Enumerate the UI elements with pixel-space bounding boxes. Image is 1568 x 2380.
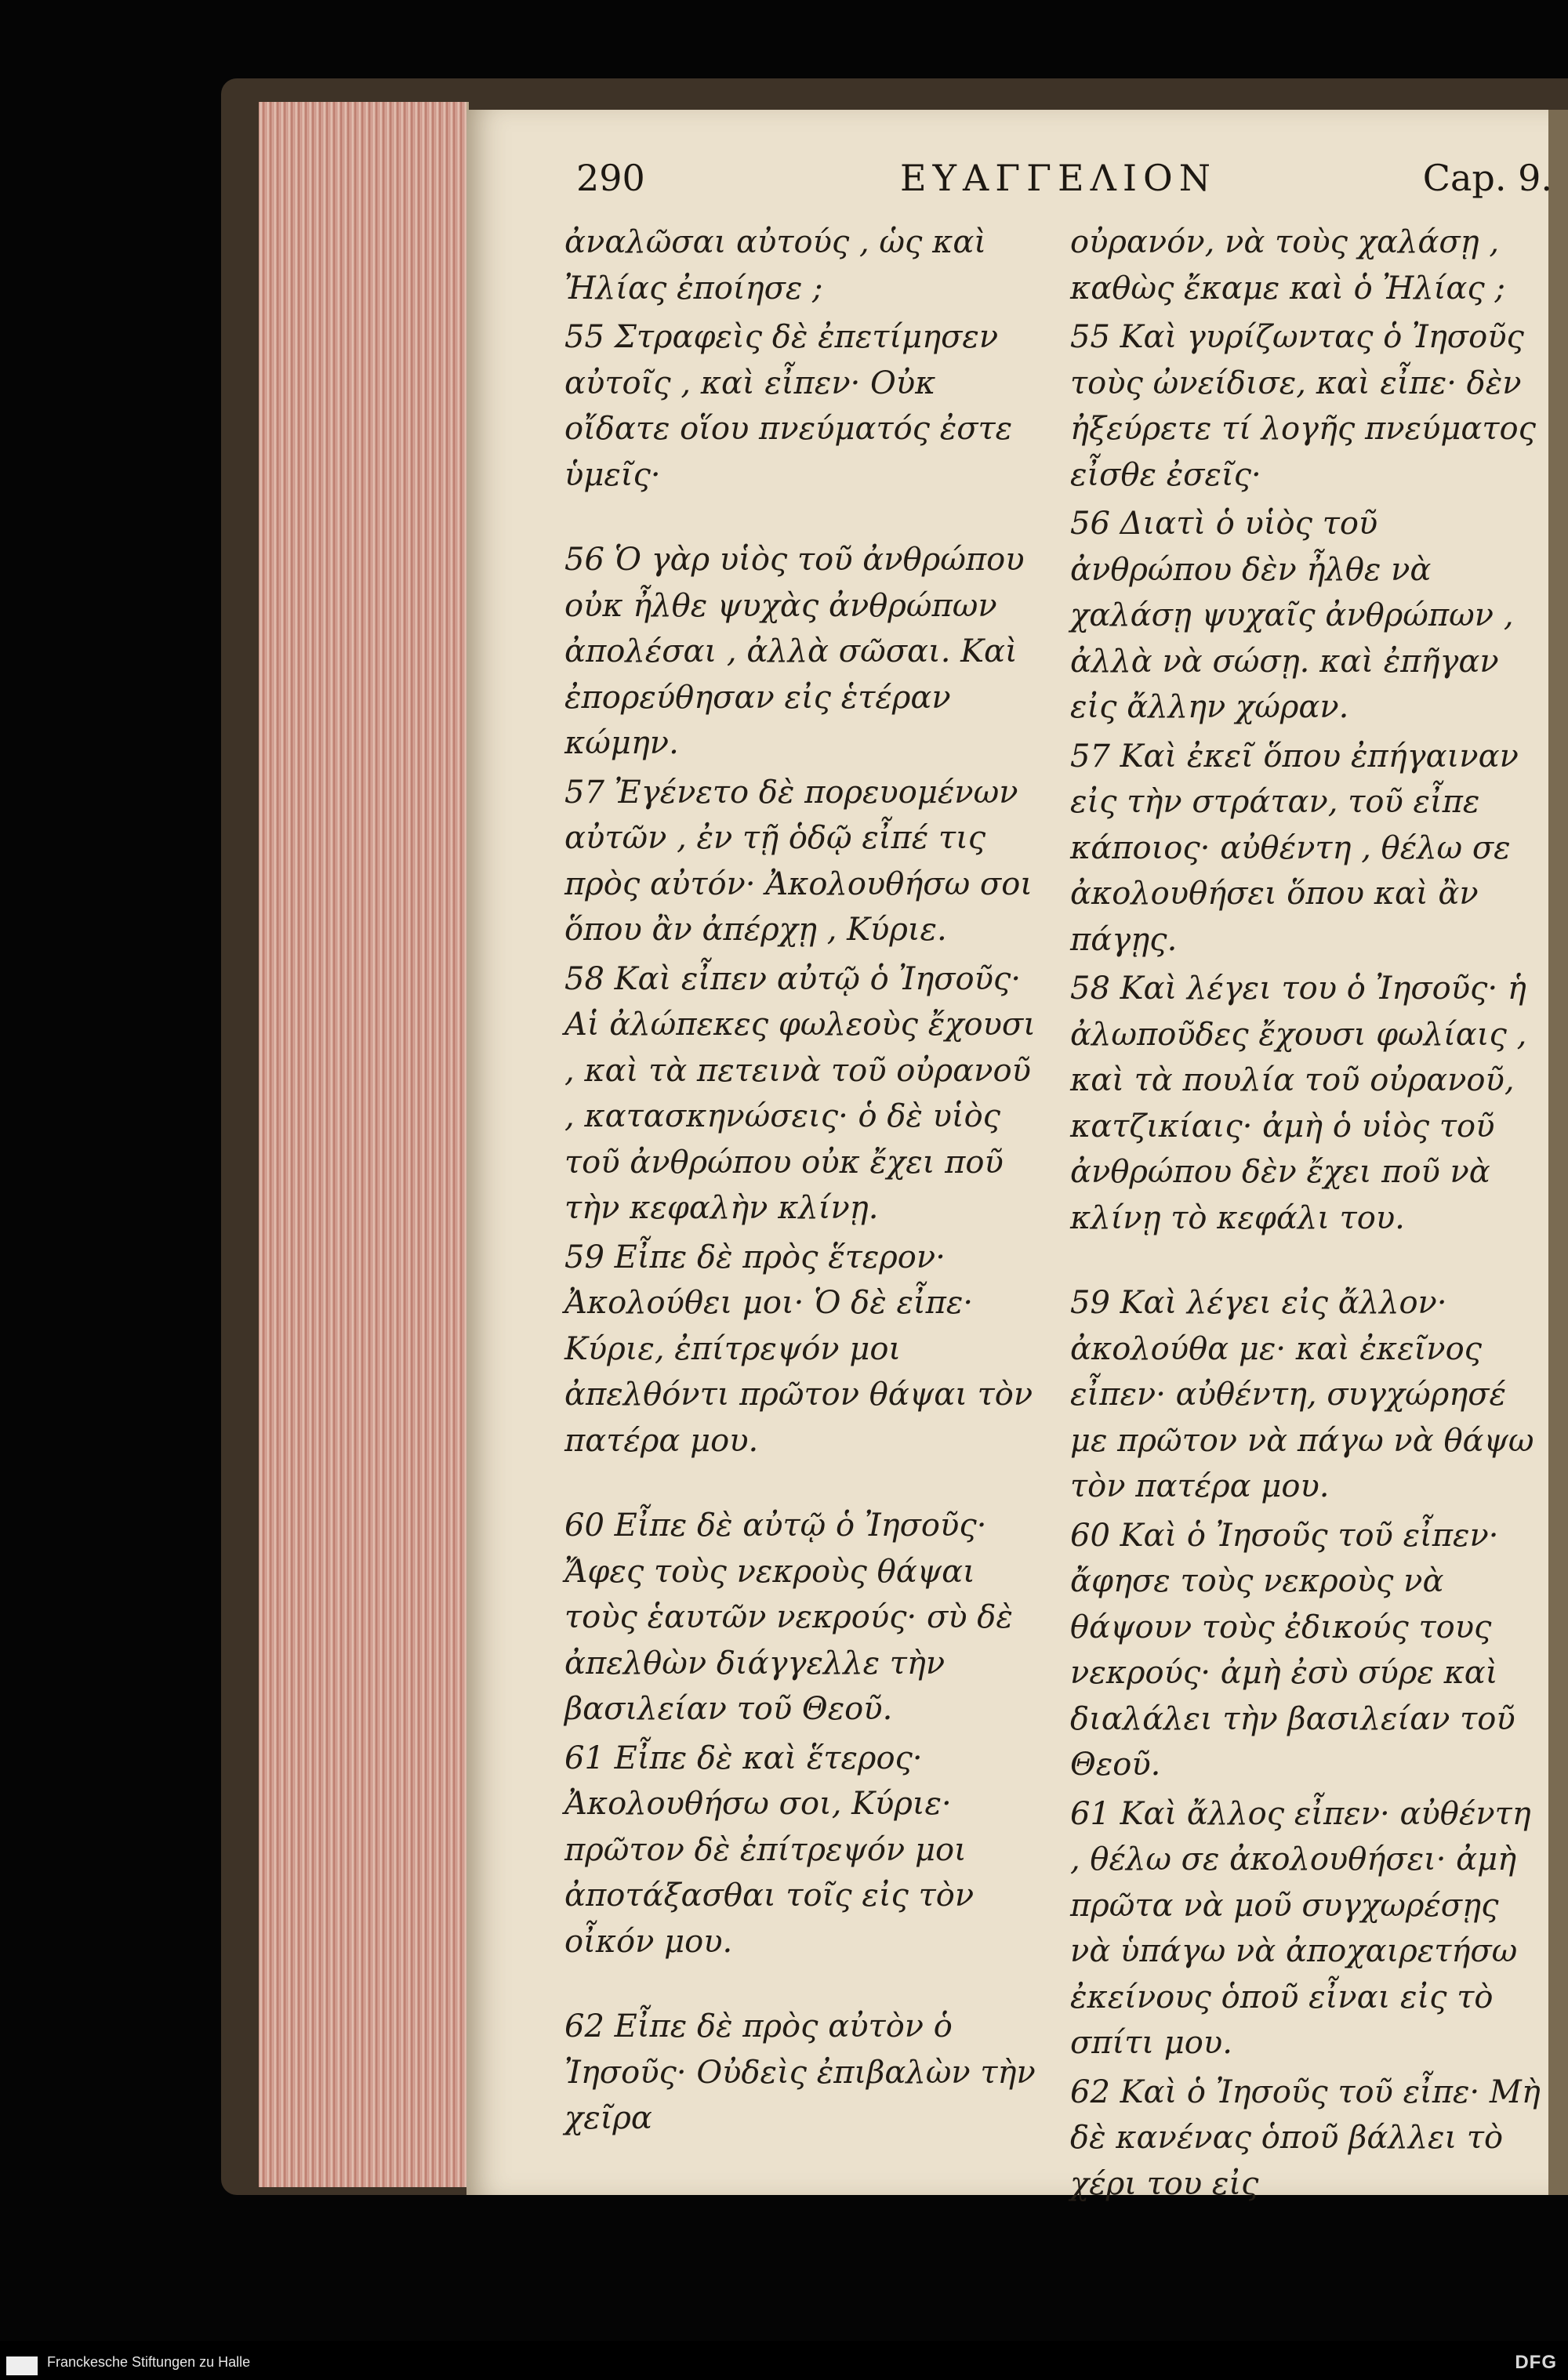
verse-55: 55 Καὶ γυρίζωντας ὁ Ἰησοῦς τοὺς ὠνείδισε, καὶ εἶπε· δὲν ἠξεύρετε τί λογῆς πνεύματος εἶσθε ἐσεῖς· xyxy=(1070,319,1537,493)
verse-text: οὐρανόν, νὰ τοὺς χαλάσῃ , καθὼς ἔκαμε καὶ ὁ Ἠλίας ; xyxy=(1070,224,1505,307)
institution-name: Franckesche Stiftungen zu Halle xyxy=(47,2354,251,2370)
dfg-logo: DFG xyxy=(1515,2352,1557,2373)
verse-60: 60 Καὶ ὁ Ἰησοῦς τοῦ εἶπεν· ἄφησε τοὺς νεκροὺς νὰ θάψουν τοὺς ἐδικούς τους νεκρούς· ἀμὴ ἐσὺ σύρε καὶ διαλάλει τὴν βασιλείαν τοῦ Θεοῦ. xyxy=(1070,1517,1515,1783)
verse-57: 57 Καὶ ἐκεῖ ὅπου ἐπήγαιναν εἰς τὴν στράταν, τοῦ εἶπε κάποιος· αὐθέντη , θέλω σε ἀκολουθήσει ὅπου καὶ ἂν πάγῃς. xyxy=(1070,738,1519,958)
page-header xyxy=(564,157,1552,204)
verse-55: 55 Στραφεὶς δὲ ἐπετίμησεν αὐτοῖς , καὶ εἶπεν· Οὐκ οἴδατε οἵου πνεύματός ἐστε ὑμεῖς· xyxy=(564,319,1013,493)
institution-logo-icon xyxy=(6,2356,38,2375)
page-binding-edge xyxy=(1548,110,1568,2195)
right-column-vernacular xyxy=(1070,219,1541,2210)
verse-57: 57 Ἐγένετο δὲ πορευομένων αὐτῶν , ἐν τῇ ὁδῷ εἶπέ τις πρὸς αὐτόν· Ἀκολουθήσω σοι ὅπου ἂν ἀπέρχῃ , Κύριε. xyxy=(564,774,1033,948)
left-column-greek xyxy=(564,219,1051,2145)
page-fore-edge xyxy=(259,102,469,2187)
verse-61: 61 Καὶ ἄλλος εἶπεν· αὐθέντη , θέλω σε ἀκολουθήσει· ἀμὴ πρῶτα νὰ μοῦ συγχωρέσῃς νὰ ὑπάγω νὰ ἀποχαιρετήσω ἐκείνους ὁποῦ εἶναι εἰς τὸ σπίτι μου. xyxy=(1070,1795,1531,2061)
verse-62: 62 Καὶ ὁ Ἰησοῦς τοῦ εἶπε· Μὴ δὲ κανένας ὁποῦ βάλλει τὸ χέρι του εἰς xyxy=(1070,2073,1541,2202)
page-number: 290 xyxy=(576,157,645,199)
verse-58: 58 Καὶ λέγει του ὁ Ἰησοῦς· ἡ ἀλωποῦδες ἔχουσι φωλίαις , καὶ τὰ πουλία τοῦ οὐρανοῦ, κατζικίαις· ἀμὴ ὁ υἱὸς τοῦ ἀνθρώπου δὲν ἔχει ποῦ νὰ κλίνῃ τὸ κεφάλι του. xyxy=(1070,971,1527,1236)
running-title: ΕΥΑΓΓΕΛΙΟΝ xyxy=(900,157,1217,199)
verse-text: ἀναλῶσαι αὐτούς , ὡς καὶ Ἠλίας ἐποίησε ; xyxy=(564,224,987,307)
chapter-label: Cap. 9. xyxy=(1422,157,1552,199)
verse-56: 56 Ὁ γὰρ υἱὸς τοῦ ἀνθρώπου οὐκ ἦλθε ψυχὰς ἀνθρώπων ἀπολέσαι , ἀλλὰ σῶσαι. Καὶ ἐπορεύθησαν εἰς ἑτέραν κώμην. xyxy=(564,542,1025,761)
verse-58: 58 Καὶ εἶπεν αὐτῷ ὁ Ἰησοῦς· Αἱ ἀλώπεκες φωλεοὺς ἔχουσι , καὶ τὰ πετεινὰ τοῦ οὐρανοῦ , κατασκηνώσεις· ὁ δὲ υἱὸς τοῦ ἀνθρώπου οὐκ ἔχει ποῦ τὴν κεφαλὴν κλίνῃ. xyxy=(564,960,1036,1226)
verse-60: 60 Εἶπε δὲ αὐτῷ ὁ Ἰησοῦς· Ἄφες τοὺς νεκροὺς θάψαι τοὺς ἑαυτῶν νεκρούς· σὺ δὲ ἀπελθὼν διάγγελλε τὴν βασιλείαν τοῦ Θεοῦ. xyxy=(564,1507,1013,1727)
verse-59: 59 Εἶπε δὲ πρὸς ἕτερον· Ἀκολούθει μοι· Ὁ δὲ εἶπε· Κύριε, ἐπίτρεψόν μοι ἀπελθόντι πρῶτον θάψαι τὸν πατέρα μου. xyxy=(564,1239,1033,1459)
verse-59: 59 Καὶ λέγει εἰς ἄλλον· ἀκολούθα με· καὶ ἐκεῖνος εἶπεν· αὐθέντη, συγχώρησέ με πρῶτον νὰ πάγω νὰ θάψω τὸν πατέρα μου. xyxy=(1070,1285,1534,1504)
verse-62: 62 Εἶπε δὲ πρὸς αὐτὸν ὁ Ἰησοῦς· Οὐδεὶς ἐπιβαλὼν τὴν χεῖρα xyxy=(564,2008,1036,2136)
verse-61: 61 Εἶπε δὲ καὶ ἕτερος· Ἀκολουθήσω σοι, Κύριε· πρῶτον δὲ ἐπίτρεψόν μοι ἀποτάξασθαι τοῖς εἰς τὸν οἶκόν μου. xyxy=(564,1740,975,1960)
verse-56: 56 Διατὶ ὁ υἱὸς τοῦ ἀνθρώπου δὲν ἦλθε νὰ χαλάσῃ ψυχαῖς ἀνθρώπων , ἀλλὰ νὰ σώσῃ. καὶ ἐπῆγαν εἰς ἄλλην χώραν. xyxy=(1070,506,1514,725)
